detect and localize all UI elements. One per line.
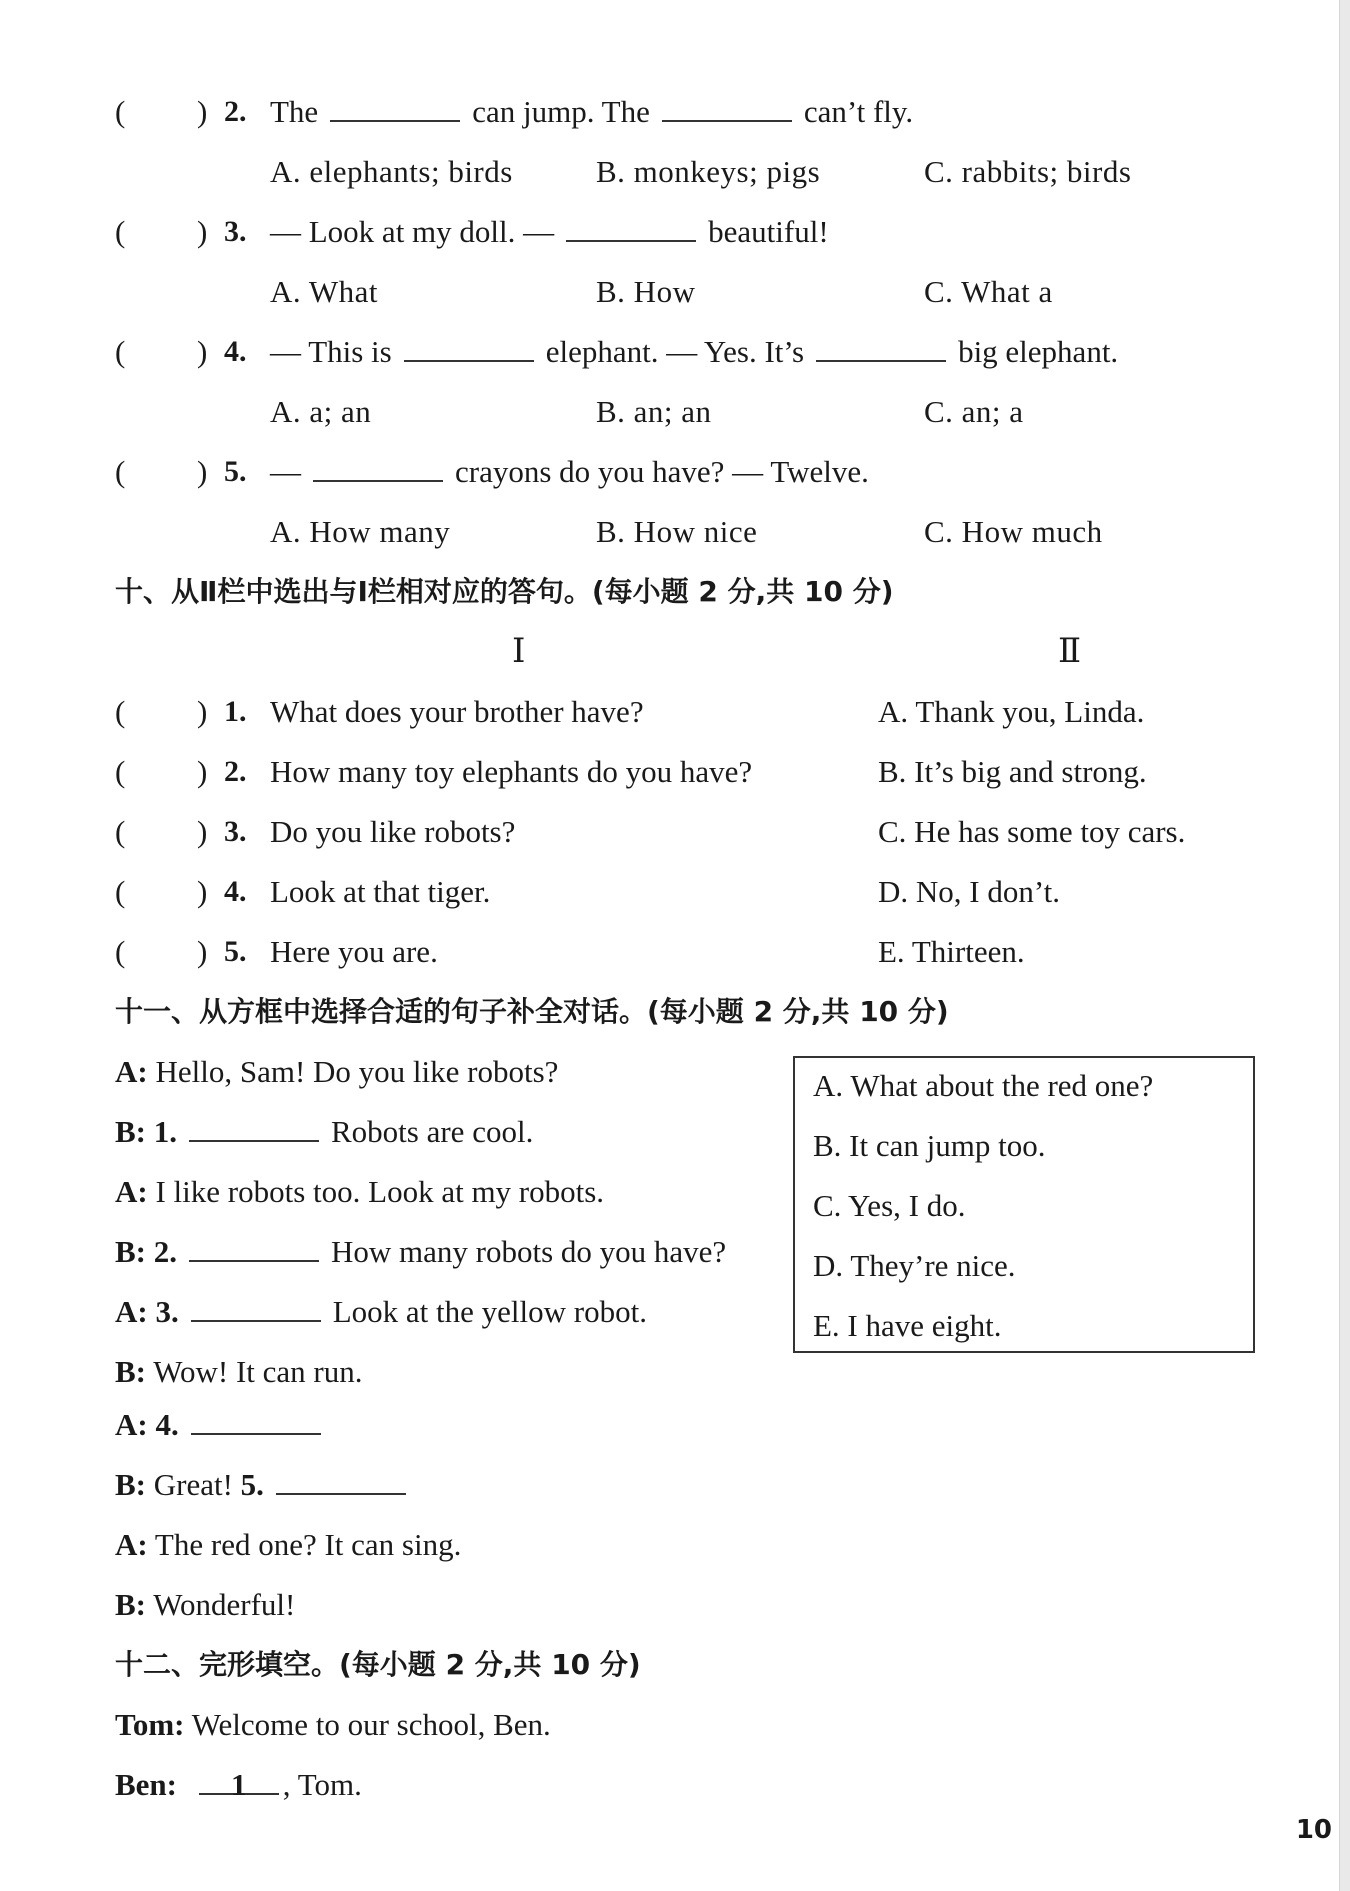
- dialog-line: B: Wow! It can run.: [115, 1354, 363, 1389]
- question-text: Here you are.: [270, 934, 438, 969]
- column-two-heading: Ⅱ: [1058, 633, 1082, 670]
- question-text: What does your brother have?: [270, 694, 644, 729]
- dialog-line: B: 2. How many robots do you have?: [115, 1234, 727, 1269]
- dialog-line: A: 3. Look at the yellow robot.: [115, 1294, 647, 1329]
- answer-blank[interactable]: [189, 1232, 319, 1262]
- dialog-line: B: Wonderful!: [115, 1587, 296, 1622]
- dialog-line: Ben: 1 , Tom.: [115, 1767, 362, 1802]
- box-option: C. Yes, I do.: [813, 1188, 966, 1223]
- answer-option: B. It’s big and strong.: [878, 754, 1147, 789]
- option-c: C. What a: [924, 274, 1053, 309]
- option-a: A. elephants; birds: [270, 154, 513, 189]
- cloze-blank-1[interactable]: 1: [199, 1765, 279, 1795]
- answer-option: A. Thank you, Linda.: [878, 694, 1145, 729]
- section-heading-10: 十、从Ⅱ栏中选出与Ⅰ栏相对应的答句。(每小题 2 分,共 10 分): [115, 575, 894, 608]
- option-a: A. What: [270, 274, 378, 309]
- answer-bracket[interactable]: ( ): [115, 932, 125, 972]
- answer-option: D. No, I don’t.: [878, 874, 1060, 909]
- answer-blank[interactable]: [566, 212, 696, 242]
- answer-bracket[interactable]: ( ): [115, 692, 125, 732]
- answer-blank[interactable]: [191, 1292, 321, 1322]
- answer-bracket[interactable]: ( ): [115, 752, 125, 792]
- answer-blank[interactable]: [662, 92, 792, 122]
- answer-blank[interactable]: [816, 332, 946, 362]
- answer-bracket[interactable]: ( ): [115, 872, 125, 912]
- option-a: A. a; an: [270, 394, 372, 429]
- page-number: 10: [1295, 1815, 1332, 1845]
- box-option: A. What about the red one?: [813, 1068, 1154, 1103]
- question-number: 2.: [224, 95, 247, 128]
- box-option: D. They’re nice.: [813, 1248, 1016, 1283]
- dialog-line: A: Hello, Sam! Do you like robots?: [115, 1054, 559, 1089]
- answer-option: E. Thirteen.: [878, 934, 1025, 969]
- question-text: Look at that tiger.: [270, 874, 491, 909]
- answer-option: C. He has some toy cars.: [878, 814, 1186, 849]
- box-option: E. I have eight.: [813, 1308, 1002, 1343]
- answer-blank[interactable]: [189, 1112, 319, 1142]
- question-number: 3.: [224, 815, 247, 848]
- question-number: 4.: [224, 875, 247, 908]
- answer-blank[interactable]: [404, 332, 534, 362]
- answer-bracket[interactable]: ( ): [115, 212, 125, 252]
- option-c: C. rabbits; birds: [924, 154, 1132, 189]
- option-b: B. monkeys; pigs: [596, 154, 821, 189]
- answer-bracket[interactable]: ( ): [115, 452, 125, 492]
- dialog-line: B: Great! 5.: [115, 1465, 418, 1505]
- option-b: B. an; an: [596, 394, 712, 429]
- option-b: B. How nice: [596, 514, 758, 549]
- question-number: 5.: [224, 455, 247, 488]
- question-number: 1.: [224, 695, 247, 728]
- dialog-line: A: The red one? It can sing.: [115, 1527, 462, 1562]
- dialog-line: B: 1. Robots are cool.: [115, 1114, 534, 1149]
- question-text: The can jump. The can’t fly.: [270, 94, 914, 129]
- question-number: 2.: [224, 755, 247, 788]
- answer-blank[interactable]: [276, 1465, 406, 1495]
- dialog-line: Tom: Welcome to our school, Ben.: [115, 1707, 551, 1742]
- section-heading-11: 十一、从方框中选择合适的句子补全对话。(每小题 2 分,共 10 分): [115, 995, 949, 1028]
- answer-bracket[interactable]: ( ): [115, 92, 125, 132]
- answer-blank[interactable]: [191, 1405, 321, 1435]
- question-text: — This is elephant. — Yes. It’s big elephant.: [270, 334, 1119, 369]
- section-heading-12: 十二、完形填空。(每小题 2 分,共 10 分): [115, 1648, 641, 1681]
- question-number: 3.: [224, 215, 247, 248]
- option-c: C. How much: [924, 514, 1103, 549]
- option-b: B. How: [596, 274, 696, 309]
- question-text: How many toy elephants do you have?: [270, 754, 753, 789]
- answer-bracket[interactable]: ( ): [115, 812, 125, 852]
- column-one-heading: Ⅰ: [512, 633, 526, 670]
- question-number: 5.: [224, 935, 247, 968]
- question-text: — Look at my doll. — beautiful!: [270, 214, 829, 249]
- answer-bracket[interactable]: ( ): [115, 332, 125, 372]
- question-text: — crayons do you have? — Twelve.: [270, 454, 869, 489]
- option-c: C. an; a: [924, 394, 1024, 429]
- options-box: [793, 1056, 1255, 1353]
- dialog-line: A: I like robots too. Look at my robots.: [115, 1174, 605, 1209]
- answer-blank[interactable]: [313, 452, 443, 482]
- dialog-line: A: 4.: [115, 1405, 333, 1445]
- option-a: A. How many: [270, 514, 451, 549]
- question-text: Do you like robots?: [270, 814, 516, 849]
- answer-blank[interactable]: [330, 92, 460, 122]
- page-edge: [1339, 0, 1350, 1891]
- question-number: 4.: [224, 335, 247, 368]
- box-option: B. It can jump too.: [813, 1128, 1046, 1163]
